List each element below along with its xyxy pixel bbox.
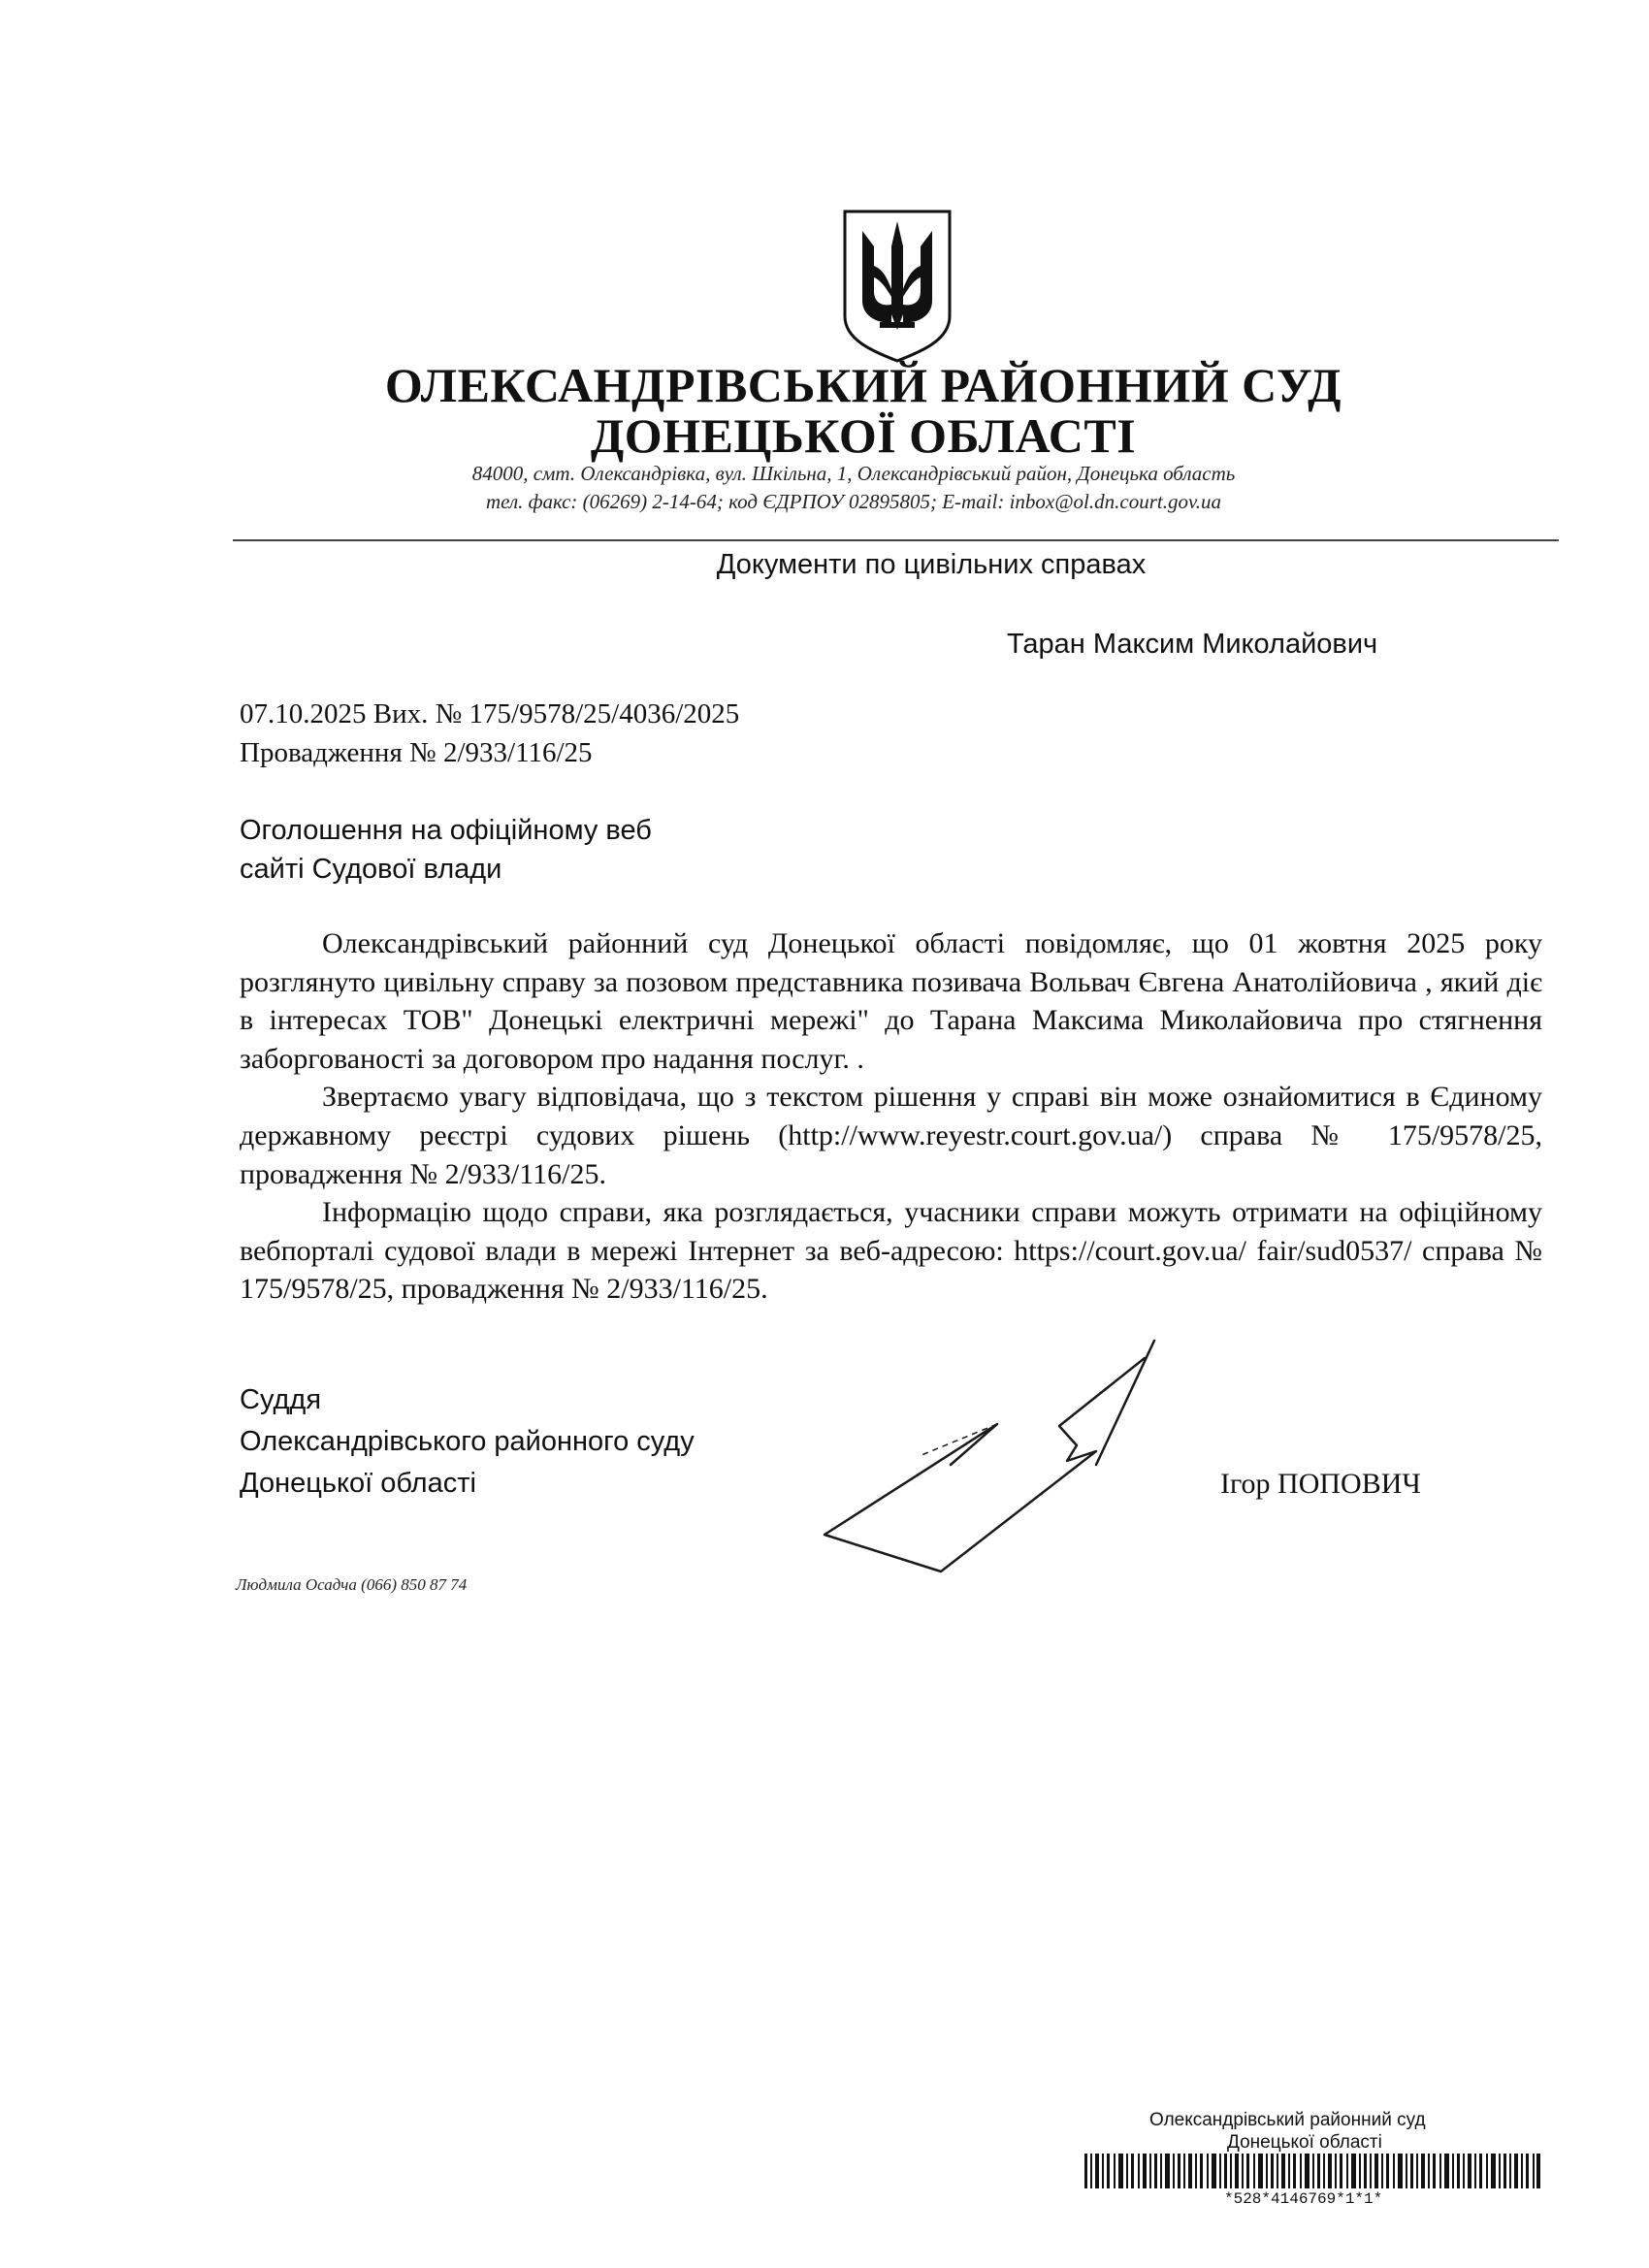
court-title-line1: ОЛЕКСАНДРІВСЬКИЙ РАЙОННИЙ СУД (384, 358, 1342, 412)
court-address: 84000, смт. Олександрівка, вул. Шкільна, 1, Олександрівський район, Донецька область (471, 462, 1236, 485)
proceeding-number: Провадження № 2/933/116/25 (240, 737, 593, 768)
barcode (1084, 2154, 1540, 2188)
trident-coat-of-arms-icon (841, 208, 954, 363)
body-paragraph: Звертаємо увагу відповідача, що з текстом рішення у справі він може ознайомитися в Єдиному державному реєстрі судових рішень (http://www.reyestr.court.gov.ua/) справа № 175/9578/25, провадження № 2/933/116/25. (240, 1081, 1542, 1190)
court-contacts: тел. факс: (06269) 2-14-64; код ЄДРПОУ 02895805; E-mail: inbox@ol.dn.court.gov.ua (486, 490, 1221, 513)
barcode-number: *528*4146769*1*1* (1224, 2190, 1383, 2208)
recipient-name: Таран Максим Миколайович (1007, 629, 1378, 660)
judge-name: Ігор ПОПОВИЧ (1220, 1468, 1421, 1500)
header-divider (233, 539, 1559, 541)
registration-stamp-court: Олександрівський районний суд (1149, 2110, 1426, 2130)
judge-title: Суддя (240, 1384, 322, 1415)
subject-line: сайті Судової влади (240, 854, 502, 885)
court-title-line2: ДОНЕЦЬКОЇ ОБЛАСТІ (590, 408, 1137, 463)
registration-stamp-region: Донецької області (1227, 2132, 1382, 2153)
body-paragraph: Олександрівський районний суд Донецької області повідомляє, що 01 жовтня 2025 року розглянуто цивільну справу за позовом представника позивача Вольвач Євгена Анатолійовича , який діє в інтересах ТОВ" Донецькі електричні мережі" до Тарана Максима Миколайовича про стягнення заборгованості за договором про надання послуг. . (240, 927, 1542, 1075)
judge-region: Донецької області (240, 1468, 476, 1499)
outgoing-number: 07.10.2025 Вих. № 175/9578/25/4036/2025 (240, 698, 740, 729)
judge-court: Олександрівського районного суду (240, 1426, 695, 1457)
document-category: Документи по цивільних справах (716, 549, 1147, 580)
notice-body (240, 924, 1542, 1309)
handwritten-signature (805, 1329, 1174, 1601)
subject-line: Оголошення на офіційному веб (240, 815, 652, 846)
executor-contact: Людмила Осадча (066) 850 87 74 (236, 1575, 468, 1594)
body-paragraph: Інформацію щодо справи, яка розглядається, учасники справи можуть отримати на офіційному вебпорталі судової влади в мережі Інтернет за веб-адресою: https://court.gov.ua/ fair/sud0537/ справа № 175/9578/25, провадження № 2/933/116/25. (240, 1196, 1542, 1306)
